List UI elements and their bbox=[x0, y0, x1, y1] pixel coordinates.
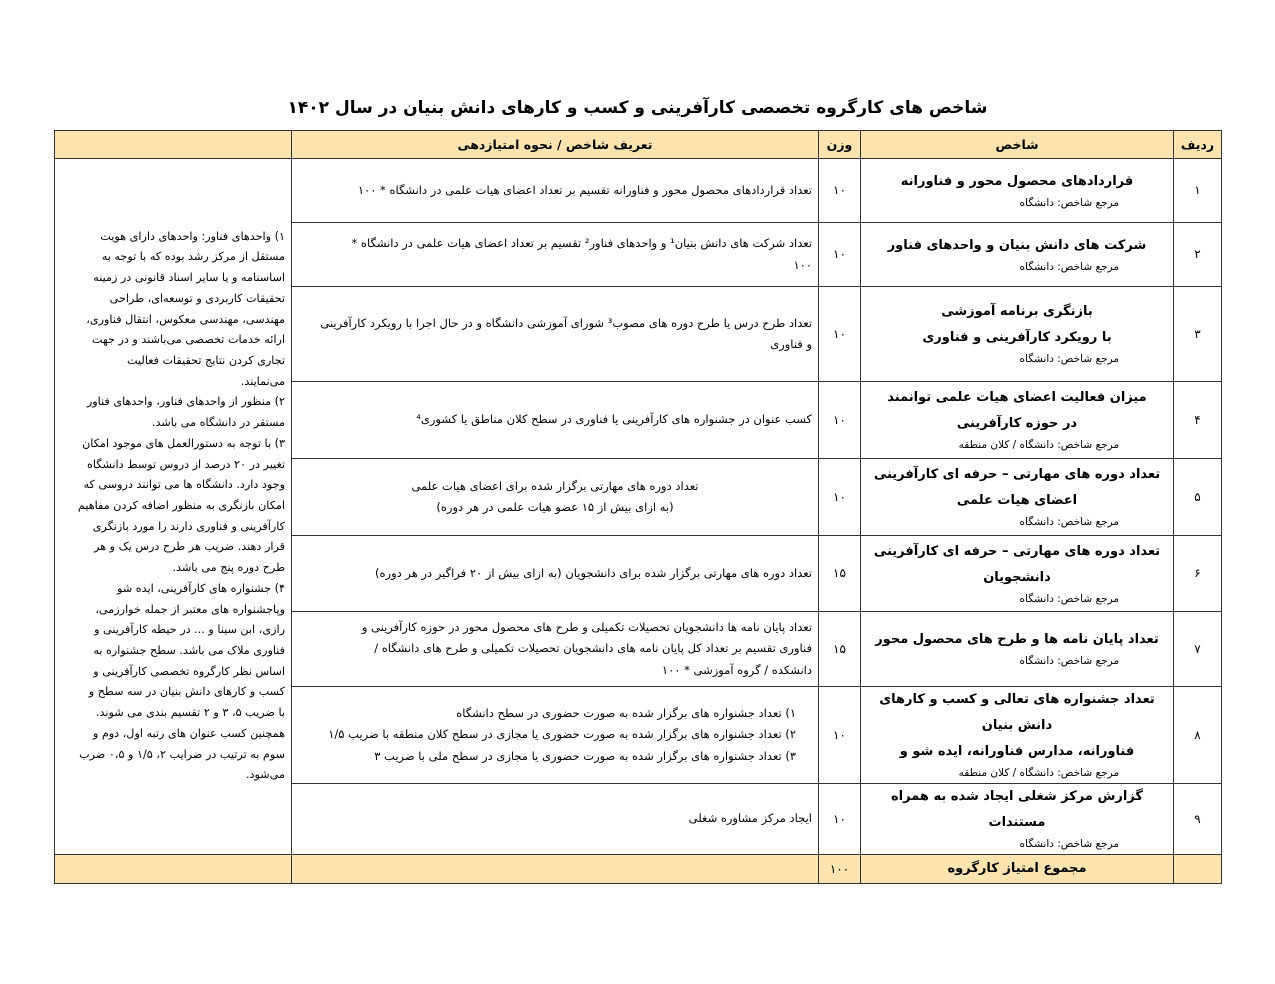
index-reference: مرجع شاخص: دانشگاه bbox=[1019, 260, 1119, 273]
footnote-line: تحقیقات کاربردی و توسعه‌ای، طراحی bbox=[109, 291, 285, 305]
definition-line: ۱۰۰ bbox=[793, 257, 812, 272]
index-title: قراردادهای محصول محور و فناورانه bbox=[900, 173, 1134, 189]
footnote-line: مستقر در دانشگاه می باشد. bbox=[151, 416, 285, 430]
definition-line: و فناوری bbox=[770, 337, 812, 351]
weight-cell: ۱۰ bbox=[819, 159, 861, 223]
indicators-table bbox=[54, 130, 1222, 884]
index-cell bbox=[861, 687, 1174, 784]
row-number: ۵ bbox=[1174, 459, 1222, 536]
footnote-line: قرار دهند. ضریب هر طرح درس یک و هر bbox=[94, 540, 285, 554]
definition-line: تعداد پایان نامه ها دانشجویان تحصیلات تکمیلی و طرح های محصول محور در حوزه کارآفرینی و bbox=[361, 620, 812, 635]
document-title: شاخص های کارگروه تخصصی کارآفرینی و کسب و کارهای دانش بنیان در سال ۱۴۰۲ bbox=[287, 98, 988, 118]
footnote-line: تجاری کردن نتایج تحقیقات فعالیت bbox=[127, 353, 285, 367]
weight-cell: ۱۵ bbox=[819, 536, 861, 612]
footnote-line: کارآفرینی و فناوری دارند را مورد بازنگری bbox=[92, 519, 285, 533]
index-cell bbox=[861, 159, 1174, 223]
footnote-line: ۳) با توجه به دستورالعمل های موجود امکان bbox=[82, 436, 285, 450]
header-definition: تعریف شاخص / نحوه امتیازدهی bbox=[292, 131, 819, 159]
definition-cell bbox=[292, 612, 819, 687]
footnote-line: اساس نظر کارگروه تخصصی کارآفرینی و bbox=[93, 664, 285, 678]
row-number: ۱ bbox=[1174, 159, 1222, 223]
row-number: ۸ bbox=[1174, 687, 1222, 784]
definition-line: تعداد دوره های مهارتی برگزار شده برای اعضای هیات علمی bbox=[411, 478, 699, 493]
definition-line: ۱) تعداد جشنواره های برگزار شده به صورت حضوری در سطح دانشگاه bbox=[456, 706, 796, 721]
definition-cell bbox=[292, 459, 819, 536]
row-number: ۲ bbox=[1174, 223, 1222, 287]
weight-cell: ۱۵ bbox=[819, 612, 861, 687]
footnote-line: تغییر در ۲۰ درصد از دروس توسط دانشگاه bbox=[87, 457, 285, 471]
definition-line: کسب عنوان در جشنواره های کارآفرینی یا فناوری در سطح کلان مناطق یا کشوری⁴ bbox=[416, 412, 812, 427]
index-title-line2: در حوزه کارآفرینی bbox=[956, 416, 1078, 432]
footnotes-cell bbox=[55, 159, 292, 855]
definition-line: ۳) تعداد جشنواره های برگزار شده به صورت حضوری یا مجازی در سطح ملی با ضریب ۳ bbox=[374, 748, 796, 763]
footnote-line: فناوری ملاک می باشد. سطح جشنواره به bbox=[93, 644, 285, 658]
footnote-line: مستقل از مرکز رشد بوده که با توجه به bbox=[101, 250, 285, 264]
footnotes-text bbox=[61, 227, 285, 786]
footnote-line: سوم به ترتیب در ضرایب ۲، ۱/۵ و ۰،۵ ضرب bbox=[79, 747, 285, 761]
index-title: تعداد جشنواره های تعالی و کسب و کارهای دانش بنیان bbox=[879, 692, 1155, 733]
index-title: بازنگری برنامه آموزشی bbox=[941, 304, 1093, 320]
index-title-line2: با رویکرد کارآفرینی و فناوری bbox=[922, 330, 1112, 346]
header-weight: وزن bbox=[819, 131, 861, 159]
definition-line: فناوری تقسیم بر تعداد کل پایان نامه های دانشجویان تحصیلات تکمیلی و طرح های دانشگاه / bbox=[374, 641, 812, 656]
footnote-line: اساسنامه و یا سایر اسناد قانونی در زمینه bbox=[93, 271, 285, 285]
header-index: شاخص bbox=[861, 131, 1174, 159]
index-cell bbox=[861, 287, 1174, 382]
footnote-line: ارائه خدمات تخصصی می‌باشند و در جهت bbox=[91, 333, 285, 347]
index-cell bbox=[861, 382, 1174, 459]
row-number: ۳ bbox=[1174, 287, 1222, 382]
total-empty-cell bbox=[1174, 854, 1222, 883]
footnote-line: می‌شود. bbox=[245, 768, 285, 782]
index-reference: مرجع شاخص: دانشگاه bbox=[1019, 655, 1119, 668]
footnote-line: می‌نمایند. bbox=[240, 374, 285, 388]
index-title: تعداد دوره های مهارتی – حرفه ای کارآفرینی bbox=[873, 543, 1161, 559]
definition-line: تعداد شرکت های دانش بنیان¹ و واحدهای فناور² تقسیم بر تعداد اعضای هیات علمی در دانشگاه * bbox=[351, 236, 812, 251]
index-title-line2: اعضای هیات علمی bbox=[956, 493, 1078, 509]
weight-cell: ۱۰ bbox=[819, 783, 861, 854]
index-reference: مرجع شاخص: دانشگاه / کلان منطقه bbox=[958, 767, 1119, 779]
index-title: گزارش مرکز شغلی ایجاد شده به همراه مستندات bbox=[891, 788, 1143, 830]
definition-cell bbox=[292, 382, 819, 459]
total-label: مجموع امتیاز کارگروه bbox=[861, 854, 1174, 883]
table-row bbox=[55, 159, 1222, 223]
index-title: شرکت های دانش بنیان و واحدهای فناور bbox=[887, 237, 1147, 253]
row-number: ۶ bbox=[1174, 536, 1222, 612]
definition-cell bbox=[292, 159, 819, 223]
weight-cell: ۱۰ bbox=[819, 459, 861, 536]
index-reference: مرجع شاخص: دانشگاه bbox=[1019, 837, 1119, 850]
footnote-line: ۴) جشنواره های کارآفرینی، ایده شو bbox=[117, 581, 285, 595]
definition-line: تعداد دوره های مهارتی برگزار شده برای دانشجویان (به ازای بیش از ۲۰ فراگیر در هر دوره) bbox=[375, 565, 812, 580]
definition-line: دانشکده / گروه آموزشی * ۱۰۰ bbox=[661, 662, 812, 677]
footnote-line: ۱) واحدهای فناور: واحدهای دارای هویت bbox=[100, 229, 285, 243]
definition-line: تعداد طرح درس یا طرح دوره های مصوب³ شورای آموزشی دانشگاه و در حال اجرا با رویکرد کارآفرینی bbox=[320, 315, 812, 330]
footnote-line: همچنین کسب عنوان های رتبه اول، دوم و bbox=[92, 726, 285, 740]
definition-line: ۲) تعداد جشنواره های برگزار شده به صورت حضوری یا مجازی در سطح کلان منطقه با ضریب ۱/۵ bbox=[328, 727, 796, 742]
index-reference: مرجع شاخص: دانشگاه bbox=[1019, 516, 1119, 529]
row-number: ۴ bbox=[1174, 382, 1222, 459]
header-row-number: ردیف bbox=[1174, 131, 1222, 159]
weight-cell: ۱۰ bbox=[819, 287, 861, 382]
definition-line: تعداد قراردادهای محصول محور و فناورانه تقسیم بر تعداد اعضای هیات علمی در دانشگاه * ۱۰۰ bbox=[357, 182, 812, 197]
index-cell bbox=[861, 223, 1174, 287]
index-title-line2: دانشجویان bbox=[983, 569, 1051, 585]
definition-cell bbox=[292, 223, 819, 287]
definition-cell bbox=[292, 687, 819, 784]
footnote-line: طرح دوره پنج می باشد. bbox=[172, 561, 285, 575]
index-reference: مرجع شاخص: دانشگاه bbox=[1019, 353, 1119, 366]
footnote-line: رازی، ابن سینا و ... در حیطه کارآفرینی و bbox=[94, 623, 285, 637]
index-reference: مرجع شاخص: دانشگاه bbox=[1019, 196, 1119, 209]
index-cell bbox=[861, 612, 1174, 687]
index-cell bbox=[861, 459, 1174, 536]
footnote-line: ۲) منظور از واحدهای فناور، واحدهای فناور bbox=[86, 395, 285, 409]
footnote-line: با ضریب ۵، ۳ و ۲ تقسیم بندی می شوند. bbox=[95, 706, 285, 720]
total-empty-cell bbox=[55, 854, 292, 883]
definition-cell bbox=[292, 783, 819, 854]
total-weight: ۱۰۰ bbox=[819, 854, 861, 883]
footnote-line: وپاجشنواره های معتبر از جمله خوارزمی، bbox=[95, 602, 285, 616]
total-row bbox=[55, 854, 1222, 883]
total-empty-cell bbox=[292, 854, 819, 883]
table-header-row bbox=[55, 131, 1222, 159]
index-cell bbox=[861, 783, 1174, 854]
footnote-line: کسب و کارهای دانش بنیان در سه سطح و bbox=[88, 685, 285, 699]
weight-cell: ۱۰ bbox=[819, 223, 861, 287]
footnote-line: وجود دارد. دانشگاه ها می توانند دروسی که bbox=[83, 478, 285, 492]
index-title: میزان فعالیت اعضای هیات علمی توانمند bbox=[887, 390, 1147, 406]
row-number: ۷ bbox=[1174, 612, 1222, 687]
index-title: تعداد دوره های مهارتی – حرفه ای کارآفرینی bbox=[873, 467, 1161, 483]
definition-line: ایجاد مرکز مشاوره شغلی bbox=[688, 811, 812, 826]
definition-line: (به ازای بیش از ۱۵ عضو هیات علمی در هر دوره) bbox=[436, 500, 674, 514]
index-title: تعداد پایان نامه ها و طرح های محصول محور bbox=[875, 632, 1159, 648]
definition-cell bbox=[292, 536, 819, 612]
header-notes bbox=[55, 131, 292, 159]
index-reference: مرجع شاخص: دانشگاه bbox=[1019, 592, 1119, 605]
weight-cell: ۱۰ bbox=[819, 382, 861, 459]
footnote-line: مهندسی، مهندسی معکوس، انتقال فناوری، bbox=[86, 312, 285, 326]
row-number: ۹ bbox=[1174, 783, 1222, 854]
footnote-line: امکان بازنگری به منظور اضافه کردن مفاهیم bbox=[77, 498, 285, 512]
index-reference: مرجع شاخص: دانشگاه / کلان منطقه bbox=[958, 439, 1119, 452]
definition-cell bbox=[292, 287, 819, 382]
weight-cell: ۱۰ bbox=[819, 687, 861, 784]
index-title-line2: فناورانه، مدارس فناورانه، ایده شو و bbox=[899, 744, 1135, 759]
index-cell bbox=[861, 536, 1174, 612]
